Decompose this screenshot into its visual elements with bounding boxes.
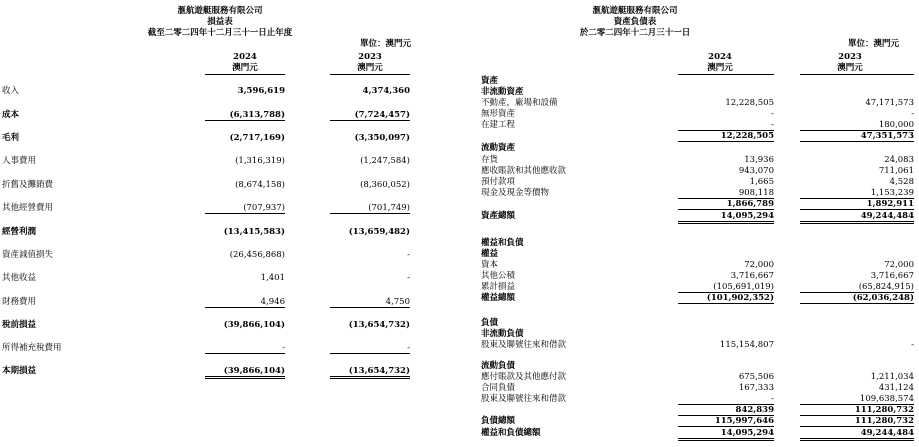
bs-col-2024: 2024 <box>708 52 732 62</box>
pl-row-2024: (39,866,104) <box>223 320 285 330</box>
bs-row-2024: 115,997,646 <box>678 416 774 427</box>
pl-row-2023: (13,654,732) <box>330 366 410 379</box>
pl-row-label: 其他經營費用 <box>2 203 54 213</box>
bs-company: 滙航遊艇服務有限公司 <box>592 6 678 16</box>
bs-row-2024: 12,228,505 <box>725 98 774 108</box>
pl-row-label: 資產減值損失 <box>2 250 54 260</box>
pl-row-label: 折舊及攤銷費 <box>2 180 54 190</box>
bs-row-label: 資本 <box>481 260 499 270</box>
pl-row-label: 本期損益 <box>2 366 37 376</box>
pl-row-2023: (13,654,732) <box>348 320 410 330</box>
bs-row-2024: 115,154,807 <box>719 340 774 350</box>
pl-header-line-2023 <box>330 74 410 75</box>
bs-row-2023: (62,036,248) <box>800 293 914 304</box>
bs-section-heading: 權益 <box>481 249 499 259</box>
pl-row-2023: - <box>330 343 410 354</box>
bs-row-label: 權益總額 <box>481 293 516 303</box>
bs-row-2024: 675,506 <box>738 372 774 382</box>
bs-row-label: 預付款項 <box>481 177 516 187</box>
pl-row-2024: (13,415,583) <box>223 227 285 237</box>
bs-row-2024: - <box>678 394 774 405</box>
pl-row-2024: (707,937) <box>205 203 285 214</box>
bs-row-2024: (101,902,352) <box>678 293 774 304</box>
bs-section-heading: 流動負債 <box>481 361 516 371</box>
bs-row-2024: 13,936 <box>744 155 774 165</box>
bs-row-2023: 4,528 <box>889 177 914 187</box>
bs-row-2024: 167,333 <box>738 383 774 393</box>
bs-row-2023: 180,000 <box>800 120 914 131</box>
bs-row-2023: 111,280,732 <box>800 416 914 427</box>
bs-row-2024: (105,691,019) <box>678 282 774 293</box>
bs-section-heading: 流動資產 <box>481 143 516 153</box>
bs-col-currency-2023: 澳門元 <box>837 63 863 73</box>
pl-row-2023: (13,659,482) <box>348 227 410 237</box>
pl-title: 損益表 <box>207 17 233 27</box>
bs-header-line-2024 <box>678 74 774 75</box>
bs-period: 於二零二四年十二月三十一日 <box>579 28 691 38</box>
bs-row-2023: 24,083 <box>884 155 914 165</box>
bs-row-2023: 109,638,574 <box>800 394 914 405</box>
pl-row-label: 人事費用 <box>2 156 37 166</box>
bs-row-2023: 431,124 <box>878 383 914 393</box>
bs-section-heading: 權益和負債 <box>481 238 524 248</box>
bs-row-2024: 908,118 <box>678 188 774 199</box>
pl-row-2023: 4,374,360 <box>362 86 410 96</box>
pl-row-2024: (2,717,169) <box>229 133 285 143</box>
bs-row-label: 負債總額 <box>481 416 516 426</box>
bs-row-2024: 3,716,667 <box>730 271 774 281</box>
bs-row-label: 應收賬款和其他應收款 <box>481 166 567 176</box>
bs-row-2023: 1,211,034 <box>870 372 914 382</box>
bs-row-label: 不動產，廠場和設備 <box>481 98 558 108</box>
bs-section-heading: 資產 <box>481 76 499 86</box>
bs-row-label: 權益和負債總額 <box>481 428 541 438</box>
pl-row-label: 成本 <box>2 110 20 120</box>
bs-row-label: 資產總額 <box>481 211 516 221</box>
bs-subtotal-2023: 1,892,911 <box>800 199 914 210</box>
pl-row-2024: (39,866,104) <box>205 366 285 379</box>
pl-company: 滙航遊艇服務有限公司 <box>177 6 263 16</box>
pl-row-label: 稅前損益 <box>2 320 37 330</box>
pl-row-2024: 1,401 <box>260 273 285 283</box>
pl-row-label: 財務費用 <box>2 297 37 307</box>
pl-row-2023: 4,750 <box>330 297 410 308</box>
bs-col-currency-2024: 澳門元 <box>707 63 733 73</box>
bs-title: 資產負債表 <box>613 17 657 27</box>
bs-row-2024: - <box>771 109 774 119</box>
pl-row-2024: 4,946 <box>205 297 285 308</box>
bs-row-2023: (65,824,915) <box>800 282 914 293</box>
bs-subtotal-2023: 47,351,573 <box>800 131 914 142</box>
pl-row-label: 經營利潤 <box>2 227 37 237</box>
bs-subtotal-2024: 1,866,789 <box>678 199 774 210</box>
pl-col-2023: 2023 <box>358 52 382 62</box>
bs-row-2023: 711,061 <box>878 166 914 176</box>
bs-row-2023: - <box>911 109 914 119</box>
bs-row-2024: 1,665 <box>749 177 774 187</box>
pl-row-2024: (6,313,788) <box>205 110 285 121</box>
pl-col-2024: 2024 <box>233 52 257 62</box>
pl-col-currency-2024: 澳門元 <box>232 63 258 73</box>
bs-row-2023: 3,716,667 <box>870 271 914 281</box>
bs-row-2024: 72,000 <box>744 260 774 270</box>
bs-unit: 單位：澳門元 <box>848 39 900 49</box>
bs-row-2024: 14,095,294 <box>678 428 774 441</box>
bs-section-heading: 負債 <box>481 318 499 328</box>
pl-unit: 單位：澳門元 <box>360 39 412 49</box>
pl-row-2023: (7,724,457) <box>330 110 410 121</box>
pl-row-label: 所得補充稅費用 <box>2 343 62 353</box>
bs-row-label: 股東及聯號往來和借款 <box>481 394 567 404</box>
bs-row-label: 股東及聯號往來和借款 <box>481 340 567 350</box>
bs-row-label: 現金及現金等價物 <box>481 188 550 198</box>
pl-row-label: 毛利 <box>2 133 20 143</box>
bs-row-2023: 1,153,239 <box>800 188 914 199</box>
bs-subtotal-2023: 111,280,732 <box>800 405 914 416</box>
bs-row-label: 累計損益 <box>481 282 516 292</box>
pl-row-2023: (3,350,097) <box>354 133 410 143</box>
bs-row-2023: 47,171,573 <box>865 98 914 108</box>
pl-row-2024: 3,596,619 <box>237 86 285 96</box>
bs-row-2023: 49,244,484 <box>800 211 914 224</box>
pl-row-2023: - <box>407 250 410 260</box>
bs-row-label: 存貨 <box>481 155 499 165</box>
bs-row-label: 無形資產 <box>481 109 516 119</box>
bs-row-label: 合同負債 <box>481 383 516 393</box>
pl-row-2024: (26,456,868) <box>229 250 285 260</box>
pl-row-2024: (1,316,319) <box>235 156 285 166</box>
pl-row-2024: (8,674,158) <box>235 180 285 190</box>
bs-row-2023: - <box>911 340 914 350</box>
pl-row-2023: (8,360,052) <box>360 180 410 190</box>
pl-row-2023: (1,247,584) <box>360 156 410 166</box>
pl-row-label: 收入 <box>2 86 20 96</box>
bs-row-2024: 943,070 <box>738 166 774 176</box>
pl-col-currency-2023: 澳門元 <box>357 63 383 73</box>
bs-col-2023: 2023 <box>838 52 862 62</box>
bs-section-heading: 非流動負債 <box>481 329 524 339</box>
bs-section-heading: 非流動資產 <box>481 87 524 97</box>
bs-row-2023: 49,244,484 <box>800 428 914 441</box>
pl-row-2024: - <box>205 343 285 354</box>
pl-header-line-2024 <box>205 74 285 75</box>
bs-row-2024: 14,095,294 <box>678 211 774 224</box>
bs-row-2024: - <box>678 120 774 131</box>
bs-row-label: 應付賬款及其他應付款 <box>481 372 567 382</box>
bs-subtotal-2024: 842,839 <box>678 405 774 416</box>
pl-row-label: 其他收益 <box>2 273 37 283</box>
bs-row-label: 在建工程 <box>481 120 516 130</box>
bs-subtotal-2024: 12,228,505 <box>678 131 774 142</box>
bs-header-line-2023 <box>800 74 914 75</box>
bs-row-label: 其他公積 <box>481 271 516 281</box>
pl-period: 截至二零二四年十二月三十一日止年度 <box>147 28 293 38</box>
pl-row-2023: - <box>407 273 410 283</box>
bs-row-2023: 72,000 <box>884 260 914 270</box>
pl-row-2023: (701,749) <box>330 203 410 214</box>
